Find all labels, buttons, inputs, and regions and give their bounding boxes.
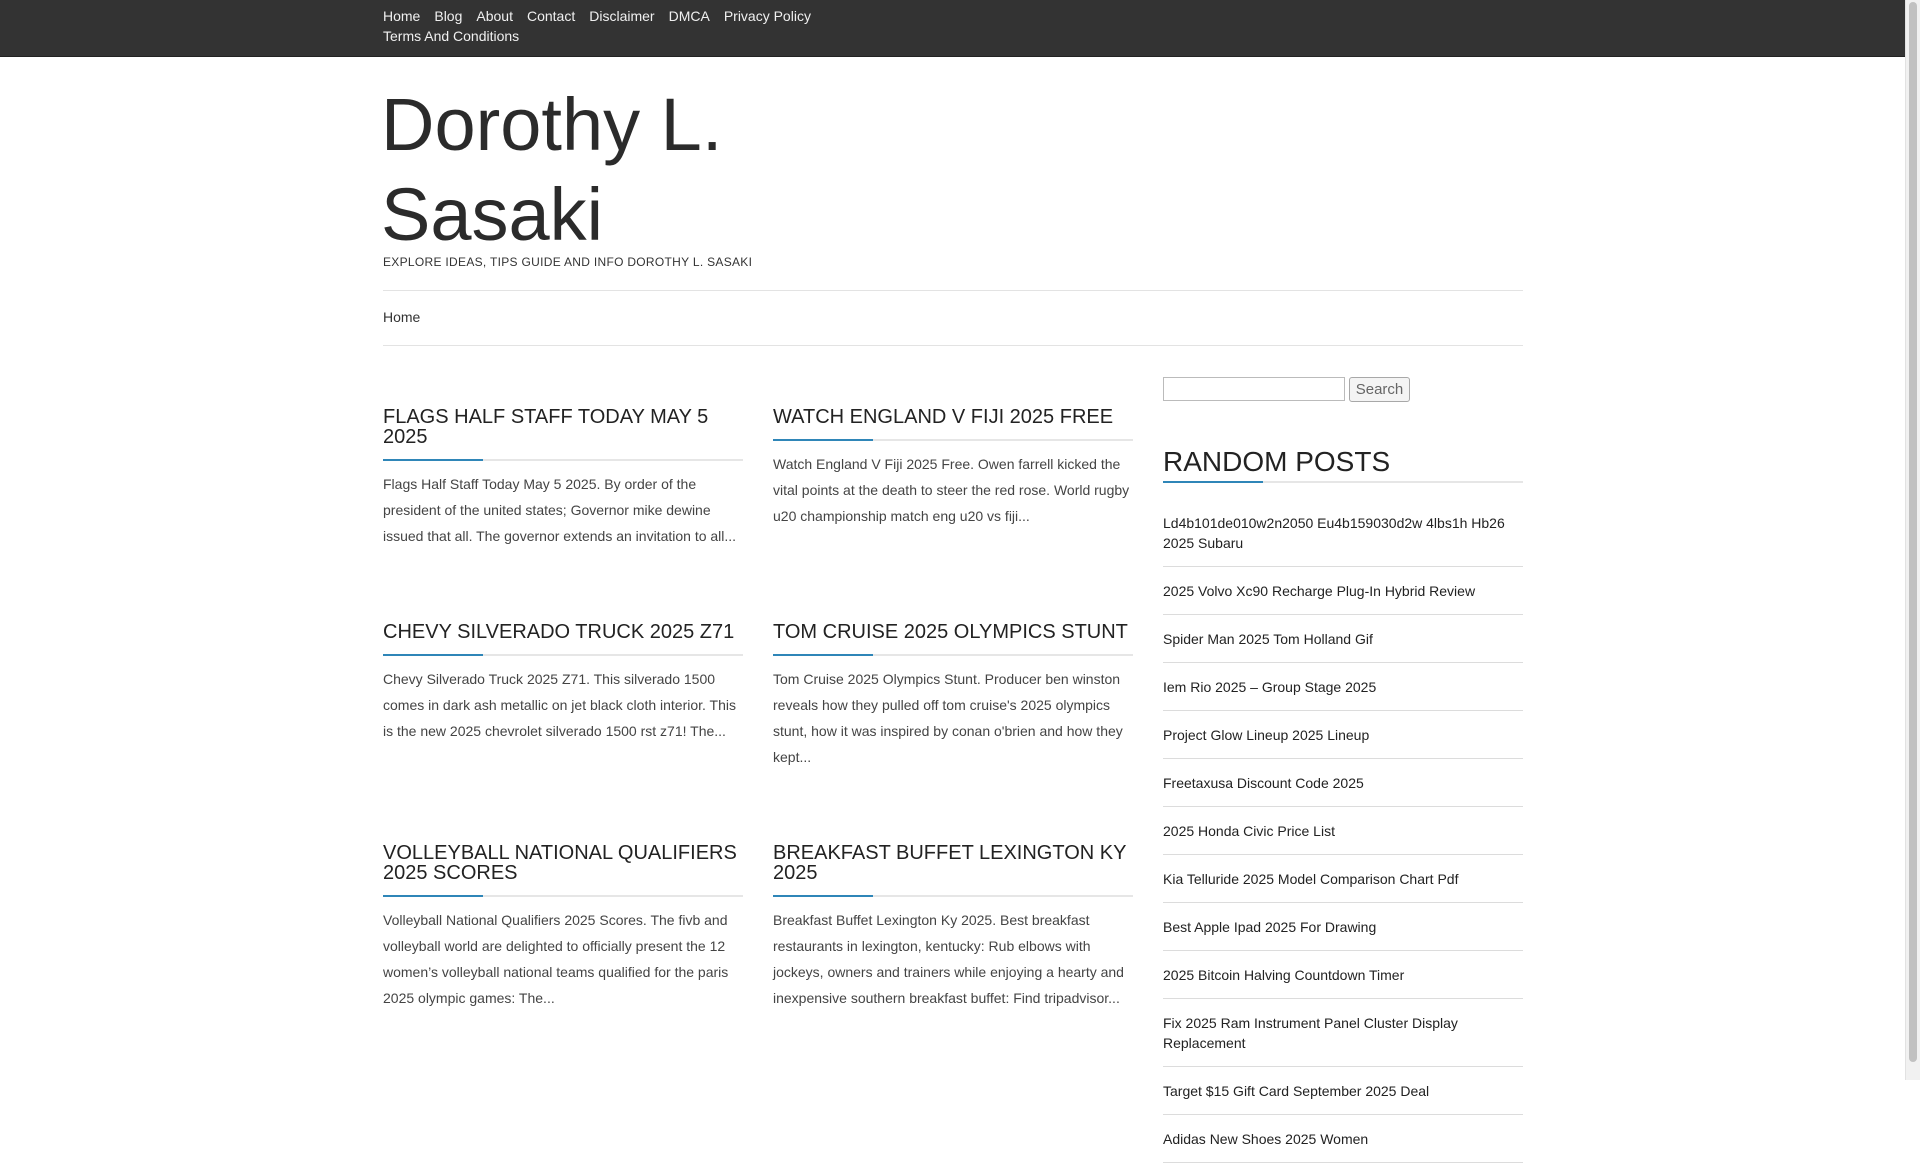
- post-card: [383, 407, 743, 549]
- random-post-link[interactable]: 2025 Bitcoin Halving Countdown Timer: [1163, 967, 1405, 983]
- random-post-link[interactable]: 2025 Volvo Xc90 Recharge Plug-In Hybrid Review: [1163, 583, 1476, 599]
- search-button[interactable]: Search: [1349, 377, 1410, 402]
- scrollbar-thumb[interactable]: [1909, 2, 1917, 1062]
- header-divider: [383, 290, 1523, 291]
- post-title-divider: [773, 654, 1133, 656]
- page-scrollbar[interactable]: [1905, 0, 1920, 1080]
- top-nav-terms-and-conditions[interactable]: Terms And Conditions: [383, 28, 520, 44]
- post-title[interactable]: WATCH ENGLAND V FIJI 2025 FREE: [773, 406, 1114, 428]
- top-bar: [0, 0, 1905, 57]
- list-item: [1163, 615, 1523, 663]
- top-nav-privacy-policy[interactable]: Privacy Policy: [723, 8, 811, 24]
- random-post-link[interactable]: Freetaxusa Discount Code 2025: [1163, 775, 1364, 791]
- post-card: [773, 843, 1133, 1011]
- list-item: [1163, 1067, 1523, 1115]
- top-nav-blog[interactable]: Blog: [434, 8, 463, 24]
- list-item: [1163, 855, 1523, 903]
- random-post-link[interactable]: 2025 Honda Civic Price List: [1163, 823, 1335, 839]
- list-item: [1163, 951, 1523, 999]
- random-post-link[interactable]: Ld4b101de010w2n2050 Eu4b159030d2w 4lbs1h Hb26 2025 Subaru: [1163, 515, 1505, 551]
- nav-divider: [383, 345, 1523, 346]
- random-post-link[interactable]: Project Glow Lineup 2025 Lineup: [1163, 727, 1370, 743]
- post-title-divider: [383, 459, 743, 461]
- list-item: [1163, 759, 1523, 807]
- main-nav-home[interactable]: Home: [383, 309, 421, 325]
- search-input[interactable]: [1163, 377, 1345, 401]
- site-title[interactable]: Dorothy L. Sasaki: [381, 83, 723, 256]
- list-item: [1163, 807, 1523, 855]
- post-excerpt: Chevy Silverado Truck 2025 Z71. This silverado 1500 comes in dark ash metallic on jet black cloth interior. This is the new 2025 chevrolet silverado 1500 rst z71! The...: [383, 671, 737, 739]
- post-card: [383, 622, 743, 744]
- random-post-link[interactable]: Spider Man 2025 Tom Holland Gif: [1163, 631, 1373, 647]
- post-title-divider: [773, 439, 1133, 441]
- post-excerpt: Breakfast Buffet Lexington Ky 2025. Best breakfast restaurants in lexington, kentucky: Rub elbows with jockeys, owners and trainers while enjoying a hearty and inexpensive southern breakfast buffet: Find tripadvisor...: [773, 912, 1124, 1006]
- random-posts-heading: RANDOM POSTS: [1163, 446, 1391, 477]
- post-title-divider: [383, 654, 743, 656]
- post-title[interactable]: TOM CRUISE 2025 OLYMPICS STUNT: [773, 621, 1128, 643]
- list-item: [1163, 567, 1523, 615]
- random-post-link[interactable]: Iem Rio 2025 – Group Stage 2025: [1163, 679, 1377, 695]
- random-post-link[interactable]: Target $15 Gift Card September 2025 Deal: [1163, 1083, 1430, 1099]
- top-nav-disclaimer[interactable]: Disclaimer: [589, 8, 655, 24]
- top-nav-contact[interactable]: Contact: [526, 8, 576, 24]
- post-title[interactable]: VOLLEYBALL NATIONAL QUALIFIERS 2025 SCORES: [383, 842, 737, 884]
- list-item: [1163, 500, 1523, 567]
- site-tagline: EXPLORE IDEAS, TIPS GUIDE AND INFO DOROTHY L. SASAKI: [383, 255, 753, 269]
- post-title[interactable]: FLAGS HALF STAFF TODAY MAY 5 2025: [383, 406, 709, 448]
- post-card: [773, 407, 1133, 529]
- list-item: [1163, 711, 1523, 759]
- top-nav-dmca[interactable]: DMCA: [668, 8, 710, 24]
- top-nav-home[interactable]: Home: [383, 8, 421, 24]
- random-posts-list: [1163, 500, 1523, 1163]
- random-posts-divider: [1163, 481, 1523, 483]
- post-excerpt: Tom Cruise 2025 Olympics Stunt. Producer ben winston reveals how they pulled off tom cruise's 2025 olympics stunt, how it was inspired by conan o'brien and how they kept...: [773, 671, 1123, 765]
- post-card: [383, 843, 743, 1011]
- list-item: [1163, 663, 1523, 711]
- post-excerpt: Watch England V Fiji 2025 Free. Owen farrell kicked the vital points at the death to steer the red rose. World rugby u20 championship match eng u20 vs fiji...: [773, 456, 1130, 524]
- top-navigation: [383, 8, 903, 44]
- list-item: [1163, 1115, 1523, 1163]
- post-card: [773, 622, 1133, 770]
- post-title[interactable]: BREAKFAST BUFFET LEXINGTON KY 2025: [773, 842, 1127, 884]
- post-title-divider: [773, 895, 1133, 897]
- post-title-divider: [383, 895, 743, 897]
- random-post-link[interactable]: Fix 2025 Ram Instrument Panel Cluster Display Replacement: [1163, 1015, 1458, 1051]
- random-post-link[interactable]: Best Apple Ipad 2025 For Drawing: [1163, 919, 1377, 935]
- list-item: [1163, 999, 1523, 1067]
- post-excerpt: Flags Half Staff Today May 5 2025. By order of the president of the united states; Governor mike dewine issued that all. The governor extends an invitation to all...: [383, 476, 737, 544]
- top-nav-about[interactable]: About: [476, 8, 513, 24]
- list-item: [1163, 903, 1523, 951]
- random-post-link[interactable]: Kia Telluride 2025 Model Comparison Chart Pdf: [1163, 871, 1459, 887]
- random-post-link[interactable]: Adidas New Shoes 2025 Women: [1163, 1131, 1369, 1147]
- post-excerpt: Volleyball National Qualifiers 2025 Scores. The fivb and volleyball world are delighted to officially present the 12 women’s volleyball national teams qualified for the paris 2025 olympic games: The...: [383, 912, 729, 1006]
- post-title[interactable]: CHEVY SILVERADO TRUCK 2025 Z71: [383, 621, 735, 643]
